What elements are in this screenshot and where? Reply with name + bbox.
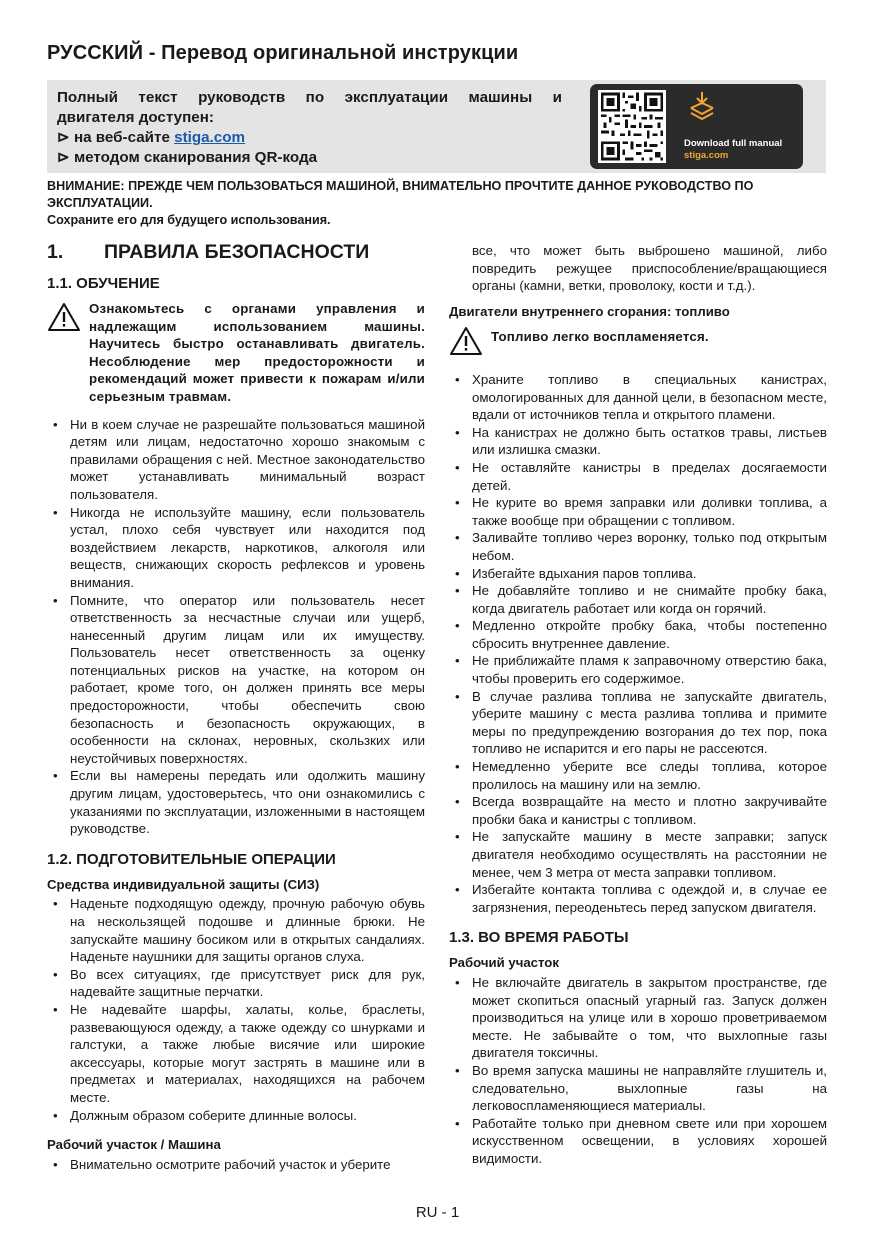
list-item: • Заливайте топливо через воронку, только под открытым небом. bbox=[449, 529, 827, 564]
ppe-list bbox=[47, 895, 425, 1124]
section-1-number: 1. bbox=[47, 241, 64, 263]
work-area-continued: все, что может быть выброшено машиной, либо повредить режущее приспособление/вращающиеся органы (камни, ветки, проволоку, кости и т.д.). bbox=[472, 243, 827, 294]
list-item: • Не добавляйте топливо и не снимайте пробку бака, когда двигатель работает или когда он горячий. bbox=[449, 582, 827, 617]
list-item: • Должным образом соберите длинные волосы. bbox=[47, 1107, 425, 1125]
operation-list bbox=[449, 974, 827, 1168]
section-1-heading bbox=[47, 240, 425, 264]
training-list bbox=[47, 416, 425, 838]
list-item: • В случае разлива топлива не запускайте двигатель, уберите машину с места разлива топлива и примите меры по предупреждению возгорания до тех пор, пока топливо не испарится и его пары не рассеются. bbox=[449, 688, 827, 758]
download-icon bbox=[687, 90, 717, 120]
section-1-1-heading: 1.1. ОБУЧЕНИЕ bbox=[47, 275, 160, 292]
info-line-2: двигателя доступен: bbox=[57, 109, 214, 126]
ppe-heading: Средства индивидуальной защиты (СИЗ) bbox=[47, 876, 320, 892]
list-item: • Медленно откройте пробку бака, чтобы постепенно сбросить внутреннее давление. bbox=[449, 617, 827, 652]
work-area-list bbox=[47, 1156, 425, 1174]
right-column bbox=[449, 242, 827, 1180]
training-warning-text: Ознакомьтесь с органами управления и надлежащим использованием машины. Научитесь быстро останавливать двигатель. Несоблюдение мер предосторожности и рекомендаций может привести к пожарам и/или серьезным травмам. bbox=[89, 301, 425, 404]
info-qr-line: ⊳ методом сканирования QR-кода bbox=[57, 149, 318, 166]
page-title: РУССКИЙ - Перевод оригинальной инструкции bbox=[47, 42, 519, 64]
download-label: Download full manual bbox=[684, 138, 783, 149]
list-item: • Во всех ситуациях, где присутствует риск для рук, надевайте защитные перчатки. bbox=[47, 966, 425, 1001]
list-item: • Наденьте подходящую одежду, прочную рабочую обувь на нескользящей подошве и длинные брюки. Не запускайте машину босиком или в открытых сандалиях. Наденьте наушники для защиты органов слуха. bbox=[47, 895, 425, 965]
manual-info-box bbox=[47, 80, 826, 173]
fuel-heading: Двигатели внутреннего сгорания: топливо bbox=[449, 303, 730, 319]
work-area-heading: Рабочий участок / Машина bbox=[47, 1137, 221, 1153]
section-1-title: ПРАВИЛА БЕЗОПАСНОСТИ bbox=[104, 241, 370, 263]
list-item: • Избегайте контакта топлива с одеждой и, в случае ее загрязнения, переоденьтесь перед запуском двигателя. bbox=[449, 881, 827, 916]
fuel-warning-text: Топливо легко воспламеняется. bbox=[491, 329, 709, 345]
list-item: • Ни в коем случае не разрешайте пользоваться машиной детям или лицам, недостаточно хорошо знакомым с правилами обращения с ней. Местное законодательство может устанавливать минимальный возраст пользователя. bbox=[47, 416, 425, 504]
page-number: RU - 1 bbox=[415, 1204, 460, 1221]
download-panel[interactable] bbox=[590, 84, 803, 169]
left-column bbox=[47, 240, 425, 1173]
stiga-link[interactable]: stiga.com bbox=[174, 129, 246, 146]
list-item: • Не приближайте пламя к заправочному отверстию бака, чтобы проверить его содержимое. bbox=[449, 652, 827, 687]
training-warning bbox=[47, 300, 425, 406]
top-warning-keep: Сохраните его для будущего использования. bbox=[47, 213, 331, 227]
info-line-1: Полный текст руководств по эксплуатации машины и bbox=[57, 89, 562, 106]
list-item: • Работайте только при дневном свете или при хорошем искусственном освещении, в условиях хорошей видимости. bbox=[449, 1115, 827, 1168]
list-item: • Избегайте вдыхания паров топлива. bbox=[449, 565, 827, 583]
list-item: • Не оставляйте канистры в пределах досягаемости детей. bbox=[449, 459, 827, 494]
list-item: • Если вы намерены передать или одолжить машину другим лицам, удостоверьтесь, что они ознакомились с указаниями по эксплуатации, изложенными в настоящем руководстве. bbox=[47, 767, 425, 837]
list-item: • Не надевайте шарфы, халаты, колье, браслеты, развевающуюся одежду, а также одежду со шнурками и галстуки, а также любые висячие или широкие аксессуары, которые могут застрять в машине или в предметах и материалах, находящихся на рабочем месте. bbox=[47, 1001, 425, 1107]
fuel-warning bbox=[449, 324, 827, 361]
manual-info-text bbox=[57, 88, 562, 168]
list-item: • Не курите во время заправки или доливки топлива, а также вообще при обращении с топливом. bbox=[449, 494, 827, 529]
list-item: • Внимательно осмотрите рабочий участок и уберите bbox=[47, 1156, 425, 1174]
download-site: stiga.com bbox=[684, 150, 729, 161]
list-item: • Не запускайте машину в месте заправки; запуск двигателя необходимо осуществлять на расстоянии не менее, чем 3 метра от места заправки топливом. bbox=[449, 828, 827, 881]
list-item: • Помните, что оператор или пользователь несет ответственность за несчастные случаи или ущерб, нанесенный другим лицам или их имуществу. Пользователь несет ответственность за оценку потенциальных рисков на участке, на котором он работает, кроме того, он должен принять все меры предосторожности, чтобы обеспечить свою безопасность и безопасность окружающих, в особенности на склонах, неровных, скользких или неустойчивых поверхностях. bbox=[47, 592, 425, 768]
work-area-heading-2: Рабочий участок bbox=[449, 955, 559, 971]
warning-triangle-icon bbox=[449, 324, 491, 361]
info-web-line bbox=[57, 128, 562, 148]
qr-code[interactable] bbox=[598, 90, 666, 163]
top-warning bbox=[47, 178, 827, 229]
section-1-3-heading: 1.3. ВО ВРЕМЯ РАБОТЫ bbox=[449, 929, 629, 947]
list-item: • На канистрах не должно быть остатков травы, листьев или излишка смазки. bbox=[449, 424, 827, 459]
list-item: • Всегда возвращайте на место и плотно закручивайте пробки бака и канистры с топливом. bbox=[449, 793, 827, 828]
list-item: • Храните топливо в специальных канистрах, омологированных для данной цели, в безопасном месте, вдали от источников тепла и открытого пламени. bbox=[449, 371, 827, 424]
list-item: • Во время запуска машины не направляйте глушитель и, следовательно, выхлопные газы на легковоспламеняющиеся материалы. bbox=[449, 1062, 827, 1115]
top-warning-caps: ВНИМАНИЕ: ПРЕЖДЕ ЧЕМ ПОЛЬЗОВАТЬСЯ МАШИНОЙ, ВНИМАТЕЛЬНО ПРОЧТИТЕ ДАННОЕ РУКОВОДСТВО ПО ЭКСПЛУАТАЦИИ. bbox=[47, 179, 754, 210]
section-1-2-heading: 1.2. ПОДГОТОВИТЕЛЬНЫЕ ОПЕРАЦИИ bbox=[47, 850, 336, 868]
fuel-list bbox=[449, 371, 827, 916]
list-item: • Никогда не используйте машину, если пользователь устал, плохо себя чувствует или находится под воздействием лекарств, наркотиков, алкоголя или веществ, снижающих скорость рефлексов и уровень внимания. bbox=[47, 504, 425, 592]
info-web-prefix: ⊳ на веб-сайте bbox=[57, 129, 175, 146]
list-item: • Не включайте двигатель в закрытом пространстве, где может скопиться опасный угарный газ. Запуск должен производиться на улице или в хорошо проветриваемом месте. Не забывайте о том, что выхлопные газы двигателя токсичны. bbox=[449, 974, 827, 1062]
warning-triangle-icon bbox=[47, 300, 89, 406]
list-item: • Немедленно уберите все следы топлива, которое пролилось на машину или на землю. bbox=[449, 758, 827, 793]
